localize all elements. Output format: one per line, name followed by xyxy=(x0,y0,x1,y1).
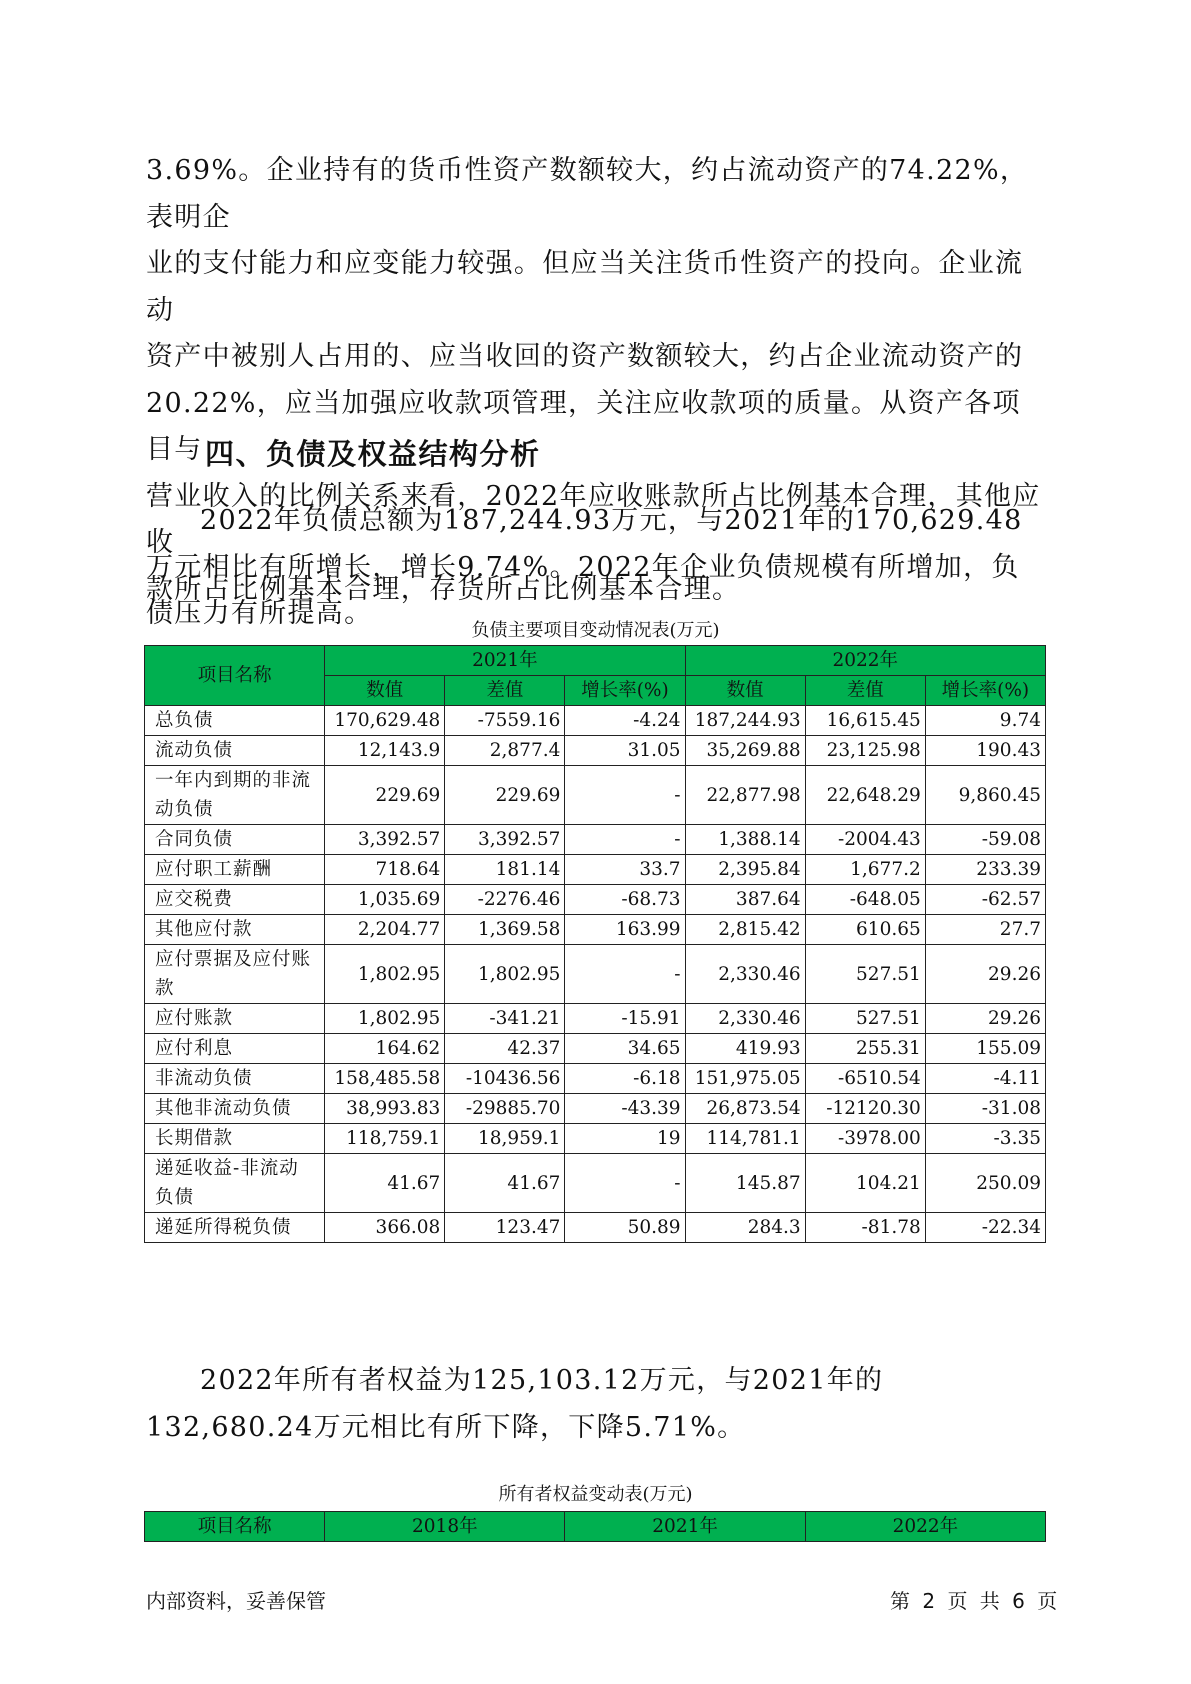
table-cell: 1,035.69 xyxy=(325,885,445,915)
table-cell: -4.24 xyxy=(565,706,685,736)
table-cell: -15.91 xyxy=(565,1004,685,1034)
table-cell: 229.69 xyxy=(325,766,445,825)
table-cell: 50.89 xyxy=(565,1213,685,1243)
sub-header: 数值 xyxy=(325,676,445,706)
row-label: 递延收益-非流动负债 xyxy=(145,1154,325,1213)
table-cell: -6.18 xyxy=(565,1064,685,1094)
paragraph-line: 营业收入的比例关系来看，2022年应收账款所占比例基本合理，其他应收 xyxy=(146,480,1041,558)
table-cell: -12120.30 xyxy=(805,1094,925,1124)
table2-caption: 所有者权益变动表(万元) xyxy=(498,1484,693,1505)
table-cell: 2,204.77 xyxy=(325,915,445,945)
table-cell: -341.21 xyxy=(445,1004,565,1034)
table-row xyxy=(145,825,1046,855)
table-cell: -648.05 xyxy=(805,885,925,915)
table-row xyxy=(145,1004,1046,1034)
table-cell: 164.62 xyxy=(325,1034,445,1064)
table-cell: 41.67 xyxy=(325,1154,445,1213)
table-cell: 3,392.57 xyxy=(445,825,565,855)
row-label: 总负债 xyxy=(145,706,325,736)
table-cell: -2276.46 xyxy=(445,885,565,915)
table-cell: 22,877.98 xyxy=(685,766,805,825)
table-row xyxy=(145,766,1046,825)
table-cell: 42.37 xyxy=(445,1034,565,1064)
table-cell: -31.08 xyxy=(925,1094,1045,1124)
table-cell: 123.47 xyxy=(445,1213,565,1243)
table-cell: -10436.56 xyxy=(445,1064,565,1094)
table-cell: -3.35 xyxy=(925,1124,1045,1154)
table-cell: 527.51 xyxy=(805,1004,925,1034)
table-cell: 718.64 xyxy=(325,855,445,885)
table-cell: 29.26 xyxy=(925,945,1045,1004)
table-row xyxy=(145,885,1046,915)
table-cell: 284.3 xyxy=(685,1213,805,1243)
table-row xyxy=(145,1213,1046,1243)
table-cell: -22.34 xyxy=(925,1213,1045,1243)
paragraph-line: 资产中被别人占用的、应当收回的资产数额较大，约占企业流动资产的 xyxy=(146,341,1024,372)
paragraph-line: 款所占比例基本合理，存货所占比例基本合理。 xyxy=(146,573,741,605)
table-cell: 250.09 xyxy=(925,1154,1045,1213)
table-cell: 1,677.2 xyxy=(805,855,925,885)
table-cell: 1,802.95 xyxy=(445,945,565,1004)
table-cell: 1,369.58 xyxy=(445,915,565,945)
sub-header: 差值 xyxy=(445,676,565,706)
equity-col-header: 2018年 xyxy=(325,1512,565,1542)
sub-header: 数值 xyxy=(685,676,805,706)
table-cell: 41.67 xyxy=(445,1154,565,1213)
table-row xyxy=(145,945,1046,1004)
table-cell: -68.73 xyxy=(565,885,685,915)
table-cell: 33.7 xyxy=(565,855,685,885)
table1-caption: 负债主要项目变动情况表(万元) xyxy=(471,620,720,641)
row-label: 应付票据及应付账款 xyxy=(145,945,325,1004)
sub-header: 增长率(%) xyxy=(565,676,685,706)
row-label: 合同负债 xyxy=(145,825,325,855)
table-cell: 233.39 xyxy=(925,855,1045,885)
table-cell: 1,802.95 xyxy=(325,1004,445,1034)
table-cell: 34.65 xyxy=(565,1034,685,1064)
table-cell: 9.74 xyxy=(925,706,1045,736)
sub-header: 差值 xyxy=(805,676,925,706)
row-label: 应付职工薪酬 xyxy=(145,855,325,885)
table-cell: 2,815.42 xyxy=(685,915,805,945)
row-label: 应付利息 xyxy=(145,1034,325,1064)
table-cell: 35,269.88 xyxy=(685,736,805,766)
table-cell: 22,648.29 xyxy=(805,766,925,825)
table-cell: 151,975.05 xyxy=(685,1064,805,1094)
table-cell: 104.21 xyxy=(805,1154,925,1213)
table-cell: -2004.43 xyxy=(805,825,925,855)
table-cell: -62.57 xyxy=(925,885,1045,915)
paragraph-line: 20.22%，应当加强应收款项管理，关注应收款项的质量。从资产各项目与 xyxy=(146,387,1021,465)
table-row xyxy=(145,915,1046,945)
table-cell: - xyxy=(565,945,685,1004)
equity-col-header: 项目名称 xyxy=(145,1512,325,1542)
table-cell: 9,860.45 xyxy=(925,766,1045,825)
table-cell: -81.78 xyxy=(805,1213,925,1243)
table-cell: 16,615.45 xyxy=(805,706,925,736)
col-header-name: 项目名称 xyxy=(145,646,325,706)
table-cell: - xyxy=(565,766,685,825)
equity-col-header: 2022年 xyxy=(805,1512,1045,1542)
col-header-year-2021: 2021年 xyxy=(325,646,685,676)
table-cell: 419.93 xyxy=(685,1034,805,1064)
table-cell: 155.09 xyxy=(925,1034,1045,1064)
table-row xyxy=(145,1154,1046,1213)
table-cell: 170,629.48 xyxy=(325,706,445,736)
liability-table xyxy=(144,645,1046,1243)
table-row xyxy=(145,706,1046,736)
table-cell: 38,993.83 xyxy=(325,1094,445,1124)
table-cell: 610.65 xyxy=(805,915,925,945)
row-label: 流动负债 xyxy=(145,736,325,766)
sub-header: 增长率(%) xyxy=(925,676,1045,706)
paragraph-liability: 2022年负债总额为187,244.93万元，与2021年的170,629.48万元相比有所增长，增长9.74%。2022年企业负债规模有所增加，负债压力有所提高。 xyxy=(146,505,1023,629)
table-cell: 2,330.46 xyxy=(685,945,805,1004)
liability-table-body xyxy=(145,706,1046,1243)
table-cell: 190.43 xyxy=(925,736,1045,766)
section-heading: 四、负债及权益结构分析 xyxy=(205,437,541,471)
row-label: 长期借款 xyxy=(145,1124,325,1154)
footer-confidential: 内部资料，妥善保管 xyxy=(146,1589,326,1613)
table-row xyxy=(145,1124,1046,1154)
table-cell: 18,959.1 xyxy=(445,1124,565,1154)
table-cell: - xyxy=(565,1154,685,1213)
table-row xyxy=(145,1094,1046,1124)
table-row xyxy=(145,855,1046,885)
table-cell: -3978.00 xyxy=(805,1124,925,1154)
table-cell: 12,143.9 xyxy=(325,736,445,766)
table-cell: -6510.54 xyxy=(805,1064,925,1094)
table-cell: 145.87 xyxy=(685,1154,805,1213)
table-cell: -43.39 xyxy=(565,1094,685,1124)
table-cell: 1,388.14 xyxy=(685,825,805,855)
table-cell: 181.14 xyxy=(445,855,565,885)
table-cell: 1,802.95 xyxy=(325,945,445,1004)
equity-table xyxy=(144,1511,1046,1542)
table-cell: -29885.70 xyxy=(445,1094,565,1124)
row-label: 应交税费 xyxy=(145,885,325,915)
table-row xyxy=(145,1034,1046,1064)
table-cell: 19 xyxy=(565,1124,685,1154)
table-cell: 187,244.93 xyxy=(685,706,805,736)
table-cell: 114,781.1 xyxy=(685,1124,805,1154)
table-row xyxy=(145,736,1046,766)
table-cell: - xyxy=(565,825,685,855)
table-cell: 23,125.98 xyxy=(805,736,925,766)
col-header-year-2022: 2022年 xyxy=(685,646,1045,676)
table-cell: 527.51 xyxy=(805,945,925,1004)
table-cell: -7559.16 xyxy=(445,706,565,736)
table-cell: 27.7 xyxy=(925,915,1045,945)
paragraph-equity: 2022年所有者权益为125,103.12万元，与2021年的132,680.24万元相比有所下降，下降5.71%。 xyxy=(146,1365,884,1443)
table-cell: 2,395.84 xyxy=(685,855,805,885)
table-cell: 26,873.54 xyxy=(685,1094,805,1124)
table-cell: 163.99 xyxy=(565,915,685,945)
footer-page-number: 第 2 页 共 6 页 xyxy=(890,1589,1058,1613)
table-cell: -4.11 xyxy=(925,1064,1045,1094)
row-label: 其他应付款 xyxy=(145,915,325,945)
paragraph-line: 业的支付能力和应变能力较强。但应当关注货币性资产的投向。企业流动 xyxy=(146,248,1024,326)
table-cell: 366.08 xyxy=(325,1213,445,1243)
table-cell: 118,759.1 xyxy=(325,1124,445,1154)
table-cell: 387.64 xyxy=(685,885,805,915)
row-label: 应付账款 xyxy=(145,1004,325,1034)
table-cell: 255.31 xyxy=(805,1034,925,1064)
table-row xyxy=(145,1064,1046,1094)
table-cell: -59.08 xyxy=(925,825,1045,855)
row-label: 其他非流动负债 xyxy=(145,1094,325,1124)
row-label: 递延所得税负债 xyxy=(145,1213,325,1243)
table-cell: 2,330.46 xyxy=(685,1004,805,1034)
paragraph-line: 3.69%。企业持有的货币性资产数额较大，约占流动资产的74.22%，表明企 xyxy=(146,155,1029,233)
row-label: 一年内到期的非流动负债 xyxy=(145,766,325,825)
table-cell: 158,485.58 xyxy=(325,1064,445,1094)
table-cell: 2,877.4 xyxy=(445,736,565,766)
equity-col-header: 2021年 xyxy=(565,1512,805,1542)
table-cell: 31.05 xyxy=(565,736,685,766)
table-cell: 3,392.57 xyxy=(325,825,445,855)
table-cell: 229.69 xyxy=(445,766,565,825)
row-label: 非流动负债 xyxy=(145,1064,325,1094)
table-cell: 29.26 xyxy=(925,1004,1045,1034)
